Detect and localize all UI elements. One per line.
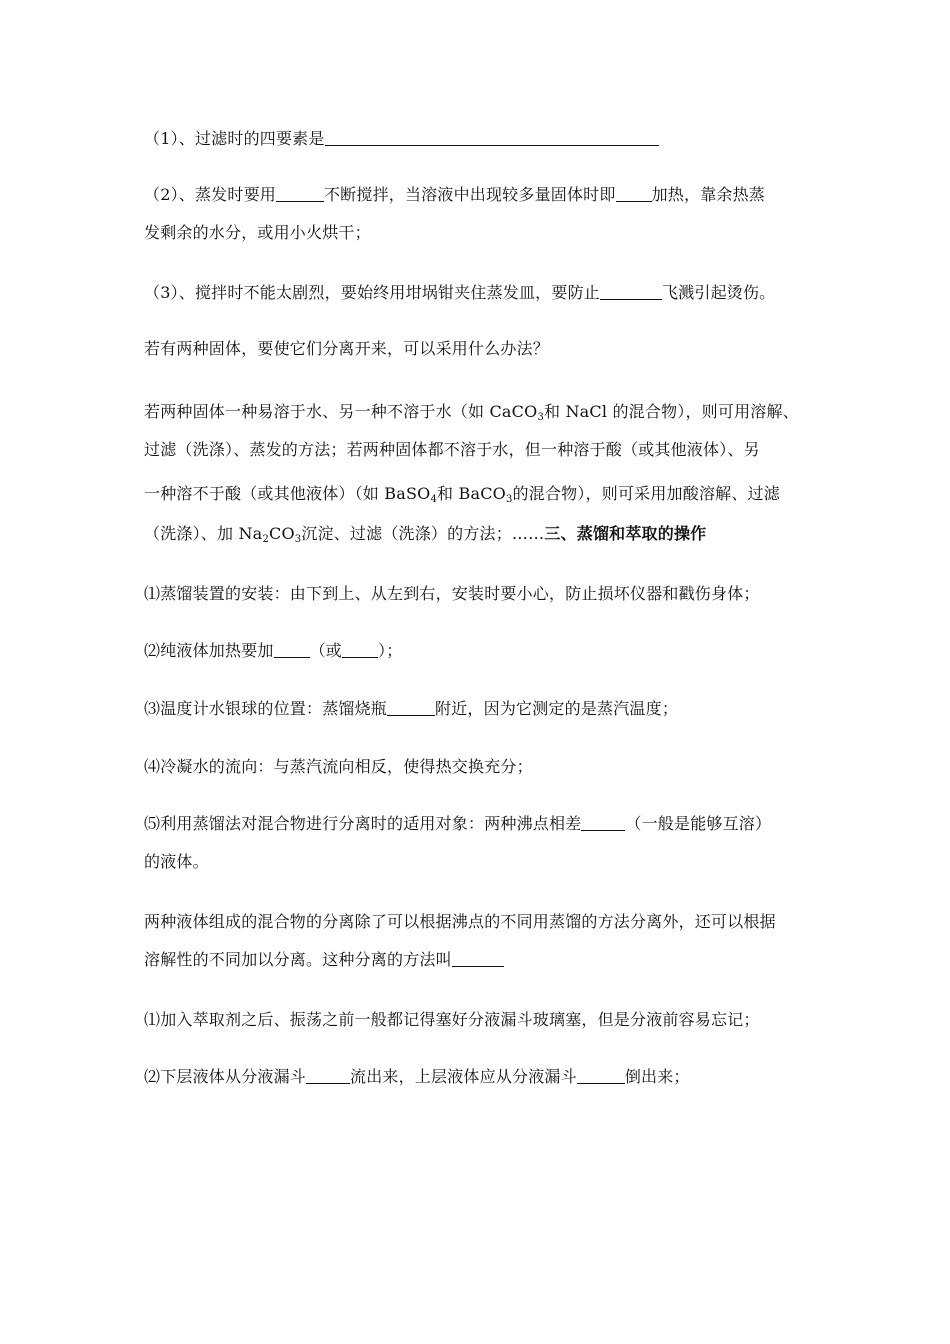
answer-text: CO — [269, 524, 295, 543]
distill-item-4 — [144, 748, 812, 786]
distill-item-3 — [144, 690, 812, 728]
distill-text: ⑸利用蒸馏法对混合物进行分离时的适用对象：两种沸点相差 — [144, 814, 582, 833]
evaporation-text-a: （2）、蒸发时要用 — [144, 185, 276, 204]
section-heading: 三、蒸馏和萃取的操作 — [544, 524, 707, 543]
stirring-text-a: （3）、搅拌时不能太剧烈，要始终用坩埚钳夹住蒸发皿，要防止 — [144, 283, 600, 302]
answer-text: 过滤（洗涤）、蒸发的方法；若两种固体都不溶于水，但一种溶于酸（或其他液体）、另 — [144, 440, 760, 459]
item-evaporation-line2 — [144, 214, 812, 252]
answer-blank — [274, 641, 310, 658]
question-text: 若有两种固体，要使它们分离开来，可以采用什么办法？ — [144, 339, 550, 358]
distill-text: （一般是能够互溶） — [625, 814, 772, 833]
extraction-text: 流出来，上层液体应从分液漏斗 — [350, 1067, 577, 1086]
distill-text: ⑴蒸馏装置的安装：由下到上、从左到右，安装时要小心，防止损坏仪器和戳伤身体； — [144, 584, 760, 603]
filtration-text: （1）、过滤时的四要素是 — [144, 129, 325, 148]
extraction-intro-line2 — [144, 941, 812, 979]
distill-text: ⑶温度计水银球的位置：蒸馏烧瓶 — [144, 699, 388, 718]
answer-line3 — [144, 475, 812, 513]
distill-item-1 — [144, 575, 812, 613]
answer-blank — [387, 699, 435, 716]
distill-text: ）； — [378, 641, 403, 660]
answer-text: 沉淀、过滤（洗涤）的方法；…… — [301, 524, 545, 543]
answer-text: 若两种固体一种易溶于水、另一种不溶于水（如 CaCO — [144, 402, 538, 421]
answer-blank — [342, 641, 378, 658]
answer-line2 — [144, 431, 812, 469]
answer-line1 — [144, 393, 812, 431]
item-stirring — [144, 274, 812, 312]
extraction-text: 两种液体组成的混合物的分离除了可以根据沸点的不同用蒸馏的方法分离外，还可以根据 — [144, 912, 776, 931]
question-two-solids — [144, 330, 812, 368]
answer-text: 和 NaCl 的混合物），则可用溶解、 — [544, 402, 799, 421]
distill-item-5-line1 — [144, 805, 812, 843]
answer-blank — [577, 1067, 625, 1084]
distill-text: 的液体。 — [144, 852, 209, 871]
subscript: 3 — [537, 412, 544, 423]
subscript: 3 — [505, 494, 513, 505]
evaporation-text-c: 加热，靠余热蒸 — [651, 185, 765, 204]
subscript: 3 — [294, 534, 302, 545]
extraction-text: 溶解性的不同加以分离。这种分离的方法叫 — [144, 950, 452, 969]
answer-line4 — [144, 515, 812, 553]
answer-text: 的混合物），则可采用加酸溶解、过滤 — [512, 484, 780, 503]
answer-text: （洗涤）、加 Na — [144, 524, 263, 543]
answer-blank — [306, 1067, 350, 1084]
extraction-text: ⑵下层液体从分液漏斗 — [144, 1067, 307, 1086]
distill-text: ⑷冷凝水的流向：与蒸汽流向相反，使得热交换充分； — [144, 757, 533, 776]
answer-text: 和 BaCO — [437, 484, 506, 503]
extraction-item-1 — [144, 1001, 812, 1039]
distill-text: ⑵纯液体加热要加 — [144, 641, 274, 660]
item-filtration — [144, 120, 812, 158]
item-evaporation-line1 — [144, 176, 812, 214]
stirring-text-b: 飞溅引起烫伤。 — [661, 283, 776, 302]
answer-blank — [452, 950, 504, 967]
answer-blank — [276, 185, 324, 202]
answer-blank — [325, 129, 659, 146]
distill-item-5-line2 — [144, 843, 812, 881]
distill-text: （或 — [309, 641, 343, 660]
subscript: 4 — [430, 494, 438, 505]
distill-item-2 — [144, 632, 812, 670]
answer-blank — [616, 185, 652, 202]
subscript: 2 — [262, 534, 269, 545]
extraction-text: 倒出来； — [624, 1067, 690, 1086]
extraction-item-2 — [144, 1058, 812, 1096]
answer-blank — [600, 283, 662, 300]
extraction-text: ⑴加入萃取剂之后、振荡之前一般都记得塞好分液漏斗玻璃塞，但是分液前容易忘记； — [144, 1010, 760, 1029]
evaporation-text-d: 发剩余的水分，或用小火烘干； — [144, 223, 371, 242]
answer-blank — [581, 814, 625, 831]
evaporation-text-b: 不断搅拌，当溶液中出现较多量固体时即 — [323, 185, 616, 204]
distill-text: 附近，因为它测定的是蒸汽温度； — [435, 699, 679, 718]
extraction-intro-line1 — [144, 903, 812, 941]
answer-text: 一种溶不于酸（或其他液体）（如 BaSO — [144, 484, 431, 503]
